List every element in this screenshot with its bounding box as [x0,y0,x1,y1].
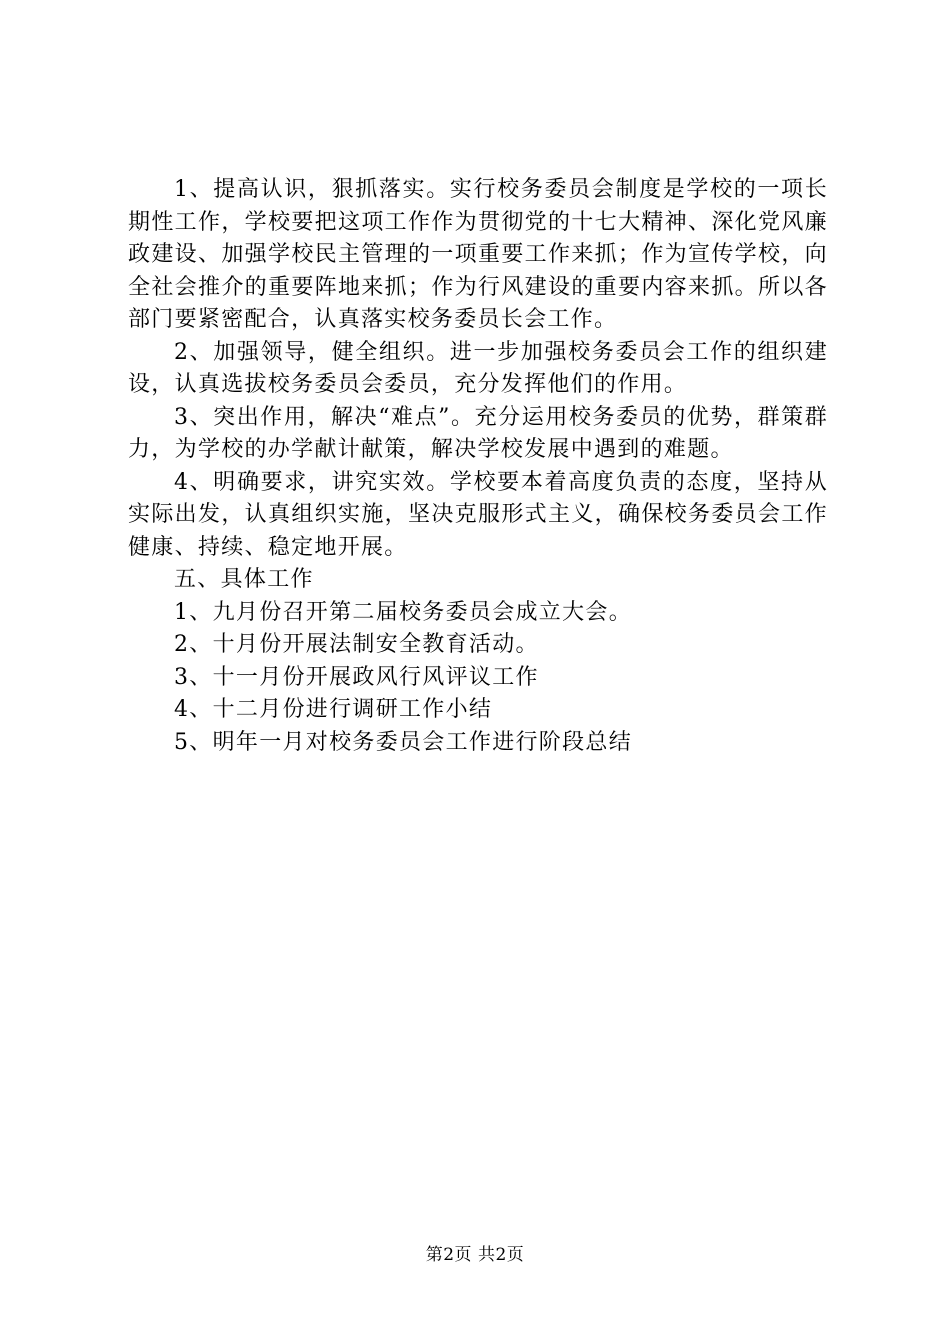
work-item-5: 5、明年一月对校务委员会工作进行阶段总结 [174,729,632,755]
work-item-2: 2、十月份开展法制安全教育活动。 [174,632,539,657]
document-body [128,174,828,759]
paragraph-measure-3: 3、突出作用，解决“难点”。充分运用校务委员的优势，群策群力，为学校的办学献计献策，解决学校发展中遇到的难题。 [128,404,828,462]
paragraph-measure-2: 2、加强领导，健全组织。进一步加强校务委员会工作的组织建设，认真选拔校务委员会委员，充分发挥他们的作用。 [128,339,828,397]
work-item-1: 1、九月份召开第二届校务委员会成立大会。 [174,599,632,625]
section-heading-specific-work: 五、具体工作 [174,567,314,592]
paragraph-measure-1: 1、提高认识，狠抓落实。实行校务委员会制度是学校的一项长期性工作，学校要把这项工作作为贯彻党的十七大精神、深化党风廉政建设、加强学校民主管理的一项重要工作来抓；作为宣传学校，向全社会推介的重要阵地来抓；作为行风建设的重要内容来抓。所以各部门要紧密配合，认真落实校务委员长会工作。 [128,177,828,332]
paragraph-measure-4: 4、明确要求，讲究实效。学校要本着高度负责的态度，坚持从实际出发，认真组织实施，坚决克服形式主义，确保校务委员会工作健康、持续、稳定地开展。 [128,469,828,560]
work-item-4: 4、十二月份进行调研工作小结 [174,697,493,722]
page-number-footer: 第2页 共2页 [425,1245,525,1265]
work-item-3: 3、十一月份开展政风行风评议工作 [174,664,539,690]
